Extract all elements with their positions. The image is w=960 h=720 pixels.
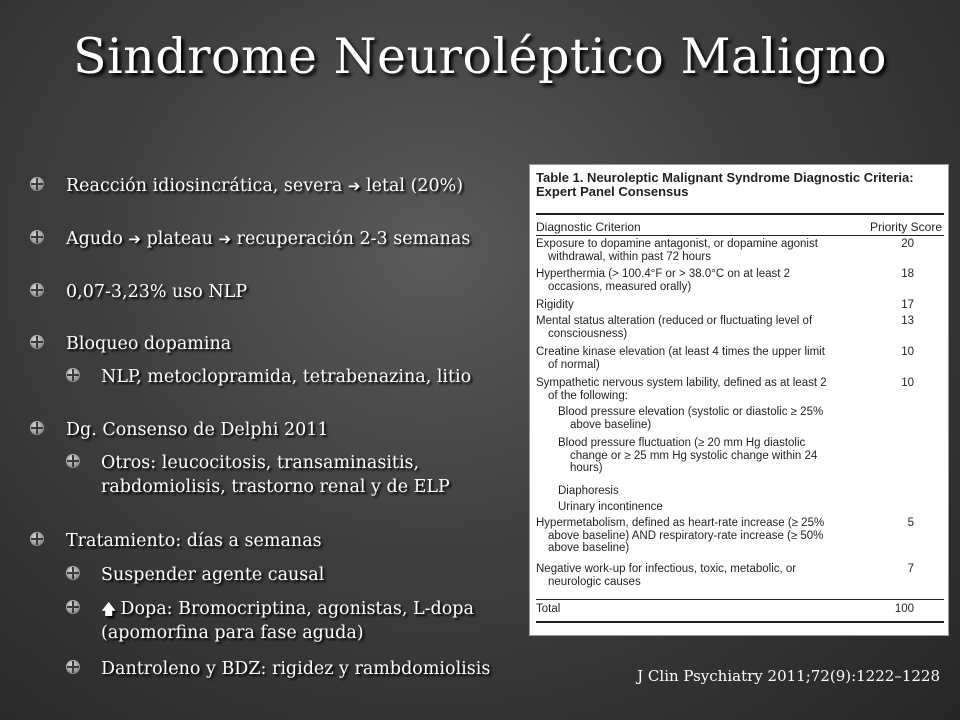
table-rule [536,235,944,236]
table-title: Table 1. Neuroleptic Malignant Syndrome Diagnostic Criteria: Expert Panel Consensus [536,170,914,199]
bullet-item: Bloqueo dopamina [30,332,231,356]
criterion-cell: Urinary incontinence [558,501,663,513]
score-cell: 10 [901,346,914,358]
column-header-criterion: Diagnostic Criterion [536,220,641,234]
criterion-cell: Blood pressure fluctuation (≥ 20 mm Hg diastolic change or ≥ 25 mm Hg systolic change within 24 hours) [558,437,818,474]
bullet-marker-icon [66,368,80,382]
bullet-marker-icon [66,566,80,580]
table-rule [536,621,944,623]
criterion-cell: Mental status alteration (reduced or fluctuating level of consciousness) [536,315,813,340]
criterion-cell: Hypermetabolism, defined as heart-rate increase (≥ 25% above baseline) AND respiratory-rate increase (≥ 50% above baseline) [536,517,825,554]
table-rule [536,599,944,600]
criterion-cell: Sympathetic nervous system lability, defined as at least 2 of the following: [536,377,827,402]
right-arrow-icon: ➔ [347,177,361,195]
right-arrow-icon: ➔ [128,230,141,248]
criterion-cell: Creatine kinase elevation (at least 4 times the upper limit of normal) [536,346,825,371]
criterion-cell: Hyperthermia (> 100.4°F or > 38.0°C on at least 2 occasions, measured orally) [536,268,791,293]
criteria-table [529,164,949,636]
sub-bullet-item: NLP, metoclopramida, tetrabenazina, litio [30,365,471,389]
criterion-cell: Blood pressure elevation (systolic or diastolic ≥ 25% above baseline) [558,406,824,431]
bullet-marker-icon [66,600,80,614]
bullet-marker-icon [30,230,44,244]
up-arrow-icon: 🡅 [101,600,117,618]
sub-bullet-item: 🡅 Dopa: Bromocriptina, agonistas, L-dopa (apomorfina para fase aguda) [30,597,525,645]
score-cell: 17 [901,299,914,311]
bullet-item: Tratamiento: días a semanas [30,529,322,553]
criterion-cell: Exposure to dopamine antagonist, or dopamine agonist withdrawal, within past 72 hours [536,238,818,263]
score-cell: 7 [907,563,914,575]
bullet-marker-icon [30,283,44,297]
bullet-item: 0,07-3,23% uso NLP [30,280,247,304]
citation: J Clin Psychiatry 2011;72(9):1222–1228 [637,667,940,685]
bullet-marker-icon [66,660,80,674]
total-label: Total [536,603,561,615]
total-score: 100 [894,603,914,615]
sub-bullet-item: Suspender agente causal [30,563,324,587]
bullet-marker-icon [30,177,44,191]
bullet-item: Reacción idiosincrática, severa ➔ letal (20%) [30,174,463,198]
bullet-item: Dg. Consenso de Delphi 2011 [30,418,329,442]
slide-title: Sindrome Neuroléptico Maligno [72,28,888,85]
score-cell: 18 [901,268,914,280]
column-header-score: Priority Score [869,220,942,234]
criterion-cell: Negative work-up for infectious, toxic, metabolic, or neurologic causes [536,563,797,588]
bullet-item: Agudo ➔ plateau ➔ recuperación 2-3 semanas [30,227,470,251]
score-cell: 13 [901,315,914,327]
criterion-cell: Rigidity [536,299,574,311]
score-cell: 10 [901,377,914,389]
bullet-marker-icon [30,532,44,546]
right-arrow-icon: ➔ [218,230,232,248]
sub-bullet-item: Otros: leucocitosis, transaminasitis, rabdomiolisis, trastorno renal y de ELP [30,451,525,499]
bullet-marker-icon [30,335,44,349]
table-rule [536,213,944,215]
score-cell: 5 [907,517,914,529]
score-cell: 20 [901,238,914,250]
criterion-cell: Diaphoresis [558,485,619,497]
bullet-marker-icon [30,421,44,435]
bullet-marker-icon [66,454,80,468]
sub-bullet-item: Dantroleno y BDZ: rigidez y rambdomiolisis [30,657,490,681]
